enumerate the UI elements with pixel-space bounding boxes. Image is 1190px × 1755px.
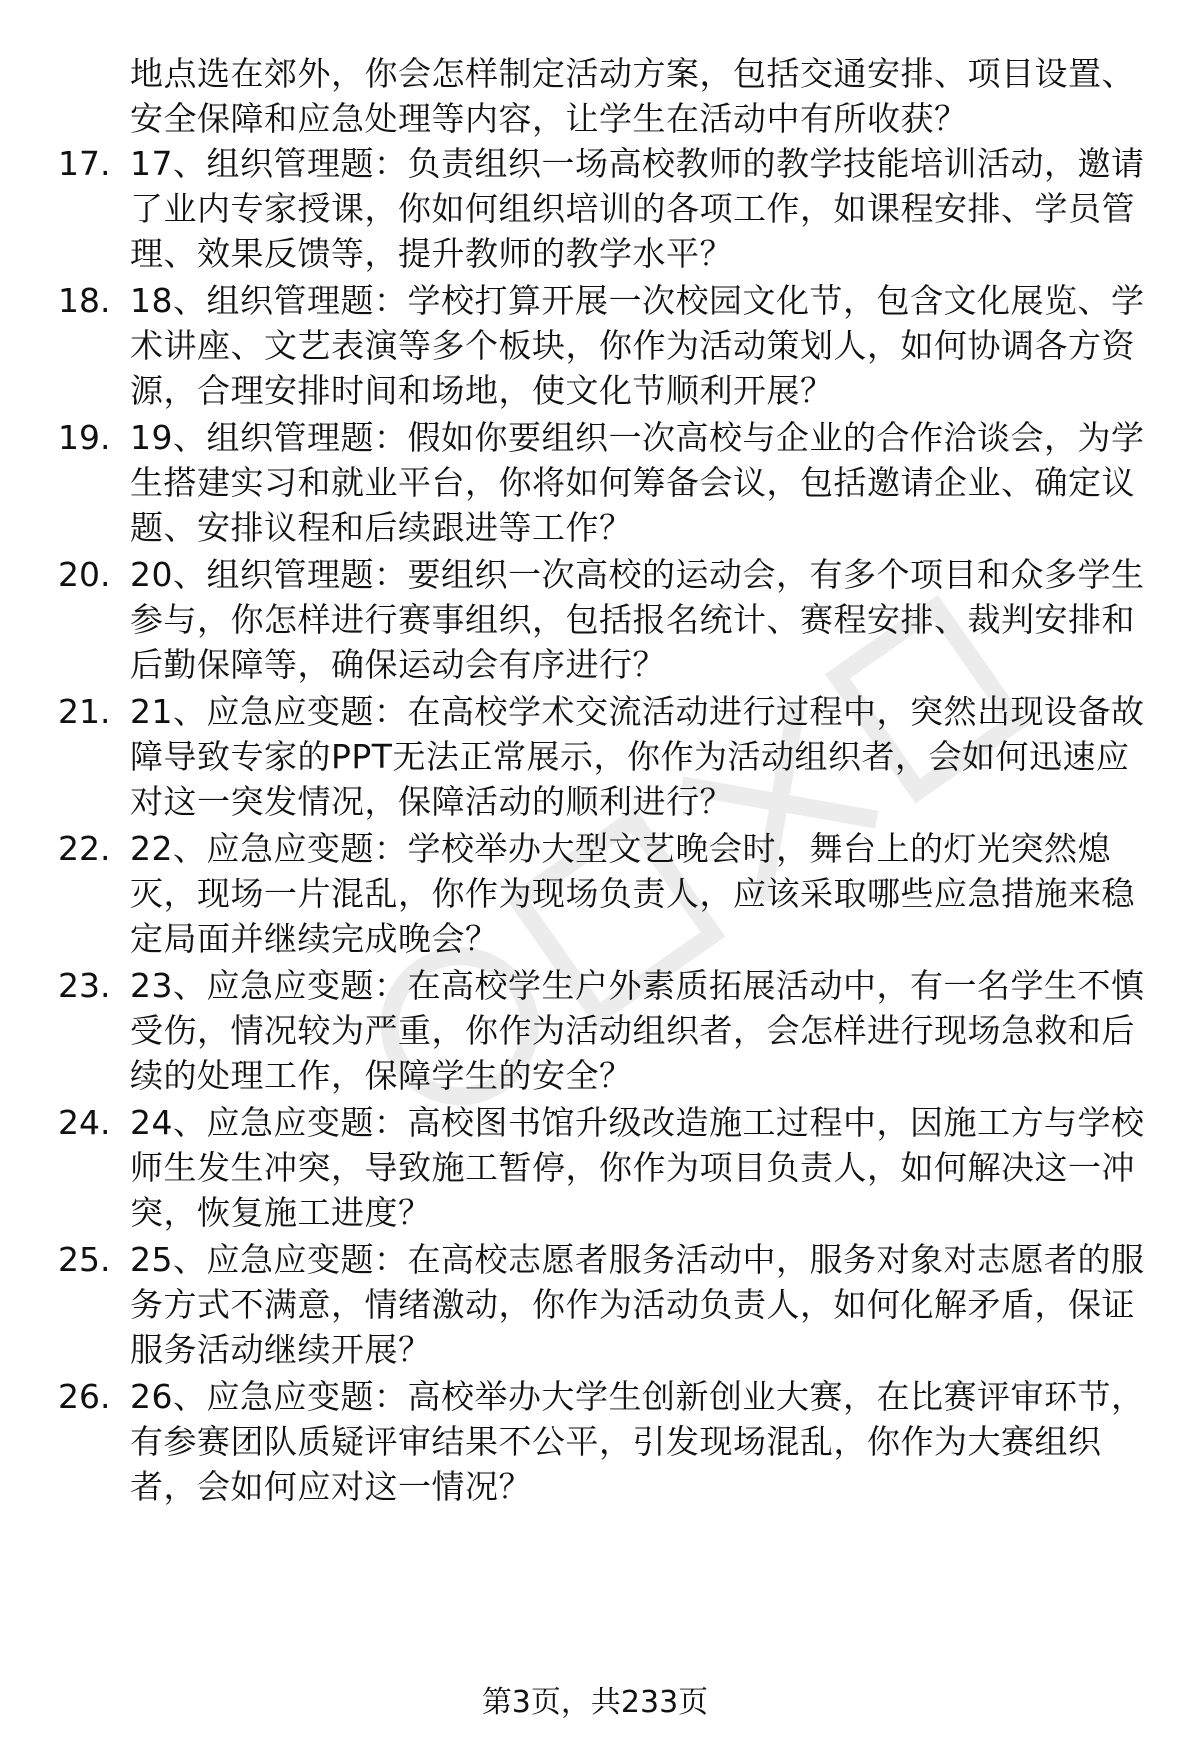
item-number: 24. — [58, 1103, 111, 1142]
item-number: 18. — [58, 281, 111, 320]
item-text: 19、组织管理题：假如你要组织一次高校与企业的合作洽谈会，为学生搭建实习和就业平台，你将如何筹备会议，包括邀请企业、确定议题、安排议程和后续跟进等工作？ — [130, 418, 1145, 547]
item-text: 25、应急应变题：在高校志愿者服务活动中，服务对象对志愿者的服务方式不满意，情绪激动，你作为活动负责人，如何化解矛盾，保证服务活动继续开展？ — [130, 1240, 1145, 1369]
page-footer: 第3页，共233页 — [481, 1685, 709, 1720]
item-number: 19. — [58, 418, 111, 457]
continued-question-text: 地点选在郊外，你会怎样制定活动方案，包括交通安排、项目设置、安全保障和应急处理等内容，让学生在活动中有所收获？ — [130, 54, 1135, 138]
item-text: 22、应急应变题：学校举办大型文艺晚会时，舞台上的灯光突然熄灭，现场一片混乱，你作为现场负责人，应该采取哪些应急措施来稳定局面并继续完成晚会？ — [130, 829, 1135, 958]
item-text: 24、应急应变题：高校图书馆升级改造施工过程中，因施工方与学校师生发生冲突，导致施工暂停，你作为项目负责人，如何解决这一冲突，恢复施工进度？ — [130, 1103, 1145, 1232]
item-text: 21、应急应变题：在高校学术交流活动进行过程中，突然出现设备故障导致专家的PPT无法正常展示，你作为活动组织者，会如何迅速应对这一突发情况，保障活动的顺利进行？ — [130, 692, 1145, 821]
item-text: 23、应急应变题：在高校学生户外素质拓展活动中，有一名学生不慎受伤，情况较为严重，你作为活动组织者，会怎样进行现场急救和后续的处理工作，保障学生的安全？ — [130, 966, 1145, 1095]
item-number: 26. — [58, 1377, 111, 1416]
item-number: 22. — [58, 829, 111, 868]
item-number: 21. — [58, 692, 111, 731]
item-number: 25. — [58, 1240, 111, 1279]
item-text: 18、组织管理题：学校打算开展一次校园文化节，包含文化展览、学术讲座、文艺表演等多个板块，你作为活动策划人，如何协调各方资源，合理安排时间和场地，使文化节顺利开展？ — [130, 281, 1145, 410]
item-number: 17. — [58, 144, 111, 183]
item-text: 20、组织管理题：要组织一次高校的运动会，有多个项目和众多学生参与，你怎样进行赛事组织，包括报名统计、赛程安排、裁判安排和后勤保障等，确保运动会有序进行？ — [130, 555, 1145, 684]
item-text: 26、应急应变题：高校举办大学生创新创业大赛，在比赛评审环节，有参赛团队质疑评审结果不公平，引发现场混乱，你作为大赛组织者，会如何应对这一情况？ — [130, 1377, 1145, 1506]
item-text: 17、组织管理题：负责组织一场高校教师的教学技能培训活动，邀请了业内专家授课，你如何组织培训的各项工作，如课程安排、学员管理、效果反馈等，提升教师的教学水平？ — [130, 144, 1145, 273]
item-number: 23. — [58, 966, 111, 1005]
item-number: 20. — [58, 555, 111, 594]
